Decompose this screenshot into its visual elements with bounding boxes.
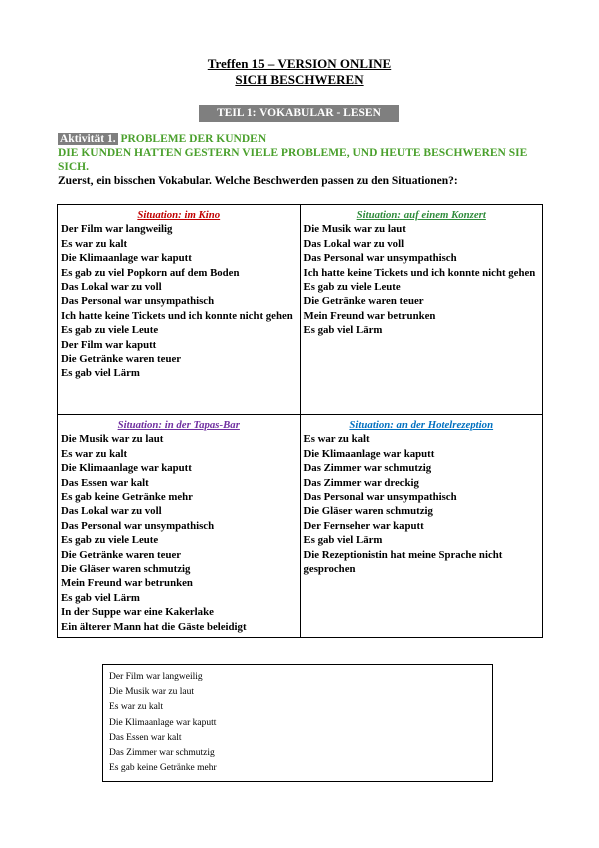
list-item: Mein Freund war betrunken [303,309,436,322]
list-item: Es gab viel Lärm [303,534,383,547]
activity-label: Aktivität 1. [60,133,116,145]
list-item: Der Film war kaputt [61,338,157,351]
list-item: Es war zu kalt [303,433,370,446]
situation-list [61,432,297,634]
situations-table [57,204,543,638]
situation-heading: Situation: auf einem Konzert [356,209,486,221]
document-title: Treffen 15 – VERSION ONLINE [207,56,392,71]
list-item: Es gab viel Lärm [303,324,383,337]
situation-list [304,432,540,576]
list-item: Es war zu kalt [61,447,128,460]
list-item: Die Getränke waren teuer [303,295,424,308]
list-item: Der Film war langweilig [109,672,203,682]
word-box-list [109,670,486,776]
list-item: Es war zu kalt [109,702,164,713]
list-item: Ich hatte keine Tickets und ich konnte nicht gehen [303,266,536,279]
list-item: Die Getränke waren teuer [61,353,182,366]
activity-subheading: DIE KUNDEN HATTEN GESTERN VIELE PROBLEME, UND HEUTE BESCHWEREN SIE SICH. [58,147,528,173]
list-item: In der Suppe war eine Kakerlake [61,606,214,619]
situation-cell [58,205,301,415]
list-item: Es gab zu viele Leute [61,534,159,547]
list-item: Das Essen war kalt [109,732,182,743]
list-item: Das Zimmer war schmutzig [109,748,215,759]
list-item: Das Lokal war zu voll [303,237,405,250]
list-item: Die Musik war zu laut [61,433,164,446]
situation-heading: Situation: in der Tapas-Bar [117,419,240,431]
list-item: Das Personal war unsympathisch [303,252,457,265]
list-item: Die Klimaanlage war kaputt [61,252,192,265]
list-item: Das Zimmer war schmutzig [303,462,432,475]
activity-heading: PROBLEME DER KUNDEN [117,133,267,145]
list-item: Die Rezeptionistin hat meine Sprache nicht gesprochen [303,548,503,576]
list-item: Das Personal war unsympathisch [61,519,215,532]
list-item: Die Musik war zu laut [303,223,406,236]
situation-heading: Situation: an der Hotelrezeption [349,419,494,431]
list-item: Ich hatte keine Tickets und ich konnte nicht gehen [61,309,293,322]
list-item: Ein älterer Mann hat die Gäste beleidigt [61,620,247,633]
list-item: Die Gläser waren schmutzig [303,505,433,518]
list-item: Es gab zu viele Leute [303,281,401,294]
situation-list [304,222,540,337]
situation-cell [300,205,543,415]
list-item: Es gab zu viel Popkorn auf dem Boden [61,266,240,279]
word-box [102,664,493,782]
activity-instruction: Zuerst, ein bisschen Vokabular. Welche Beschwerden passen zu den Situationen?: [58,175,458,187]
list-item: Das Personal war unsympathisch [61,295,215,308]
part-heading: TEIL 1: VOKABULAR - LESEN [199,105,399,122]
situation-cell [300,415,543,638]
list-item: Das Personal war unsympathisch [303,491,457,504]
list-item: Es gab keine Getränke mehr [109,763,217,774]
list-item: Der Fernseher war kaputt [303,519,424,532]
list-item: Es war zu kalt [61,237,128,250]
situation-cell [58,415,301,638]
list-item: Es gab viel Lärm [61,591,140,604]
list-item: Es gab zu viele Leute [61,324,159,337]
list-item: Mein Freund war betrunken [61,577,193,590]
situation-heading: Situation: im Kino [137,209,221,221]
list-item: Die Klimaanlage war kaputt [109,717,217,728]
list-item: Die Gläser waren schmutzig [61,563,191,576]
list-item: Das Essen war kalt [61,476,149,489]
list-item: Es gab keine Getränke mehr [61,491,193,504]
document-subtitle: SICH BESCHWEREN [235,72,364,87]
list-item: Die Musik war zu laut [109,687,194,698]
list-item: Die Klimaanlage war kaputt [303,447,435,460]
list-item: Die Klimaanlage war kaputt [61,462,192,475]
list-item: Das Lokal war zu voll [61,281,162,294]
list-item: Der Film war langweilig [61,223,173,236]
list-item: Die Getränke waren teuer [61,548,182,561]
list-item: Das Zimmer war dreckig [303,476,419,489]
activity-block [58,132,558,188]
situation-list [61,222,297,380]
list-item: Es gab viel Lärm [61,367,140,380]
list-item: Das Lokal war zu voll [61,505,162,518]
